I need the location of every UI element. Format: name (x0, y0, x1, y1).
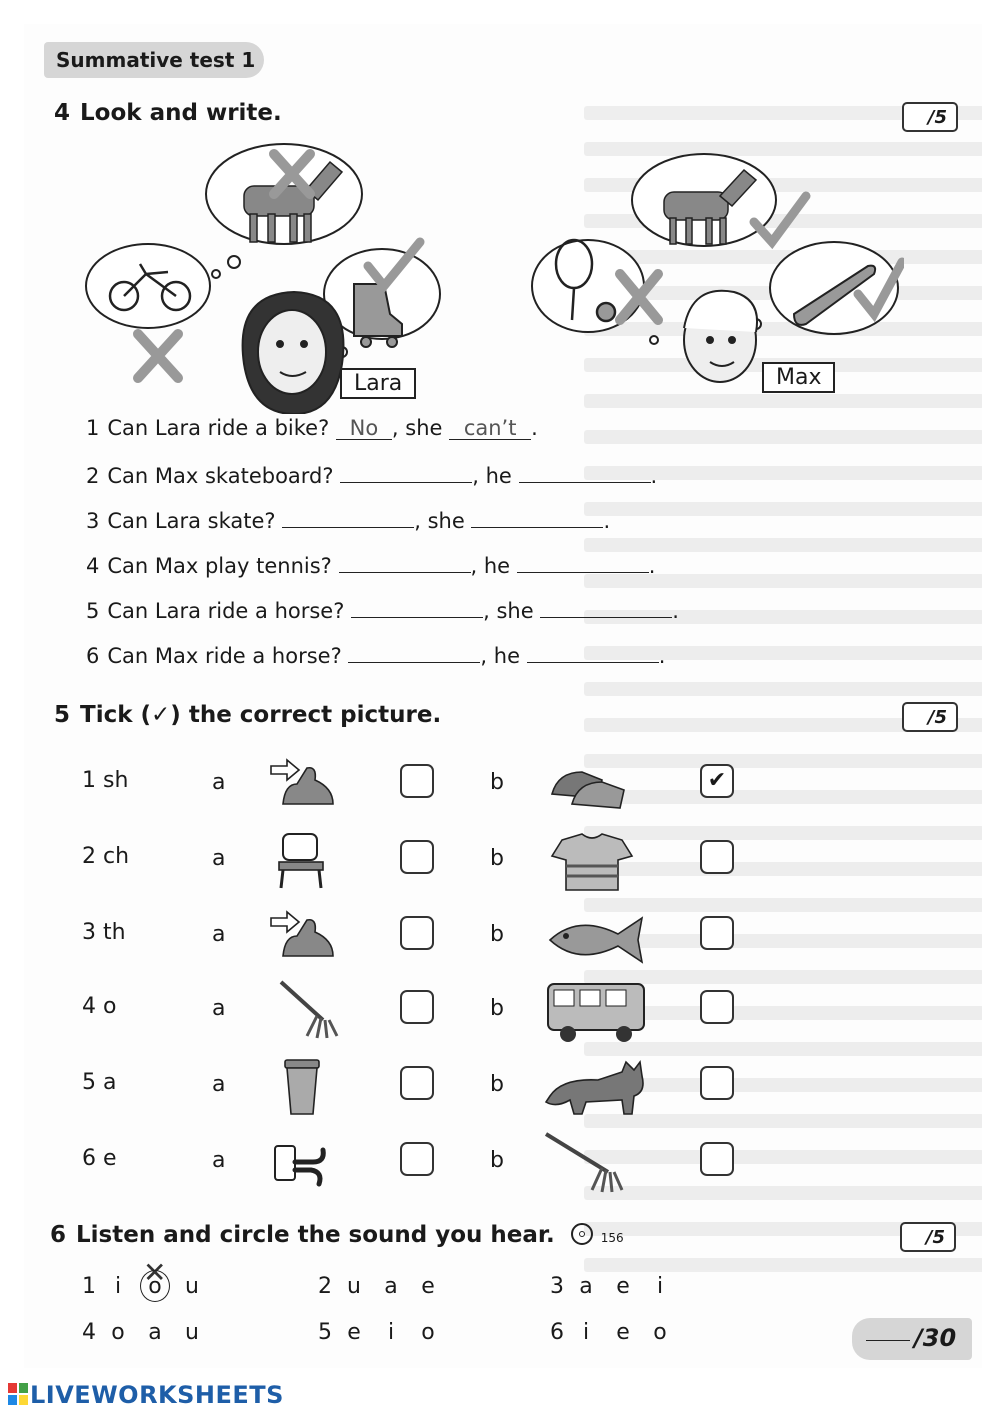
tickbox-4b[interactable] (700, 990, 734, 1024)
sound-option[interactable]: e (616, 1320, 630, 1345)
sound-option[interactable]: i (387, 1320, 395, 1345)
header-tab (44, 42, 264, 78)
tickbox-2b[interactable] (700, 840, 734, 874)
cat-icon (542, 1056, 652, 1120)
answer-5-verb[interactable] (540, 596, 672, 618)
total-score (852, 1318, 972, 1360)
fish-icon (542, 906, 652, 970)
header-label: Summative test 1 (56, 48, 256, 72)
answer-6-short[interactable] (348, 641, 480, 663)
tickbox-2a[interactable] (400, 840, 434, 874)
sound-option[interactable]: e (616, 1274, 630, 1299)
lara-name-tag: Lara (340, 368, 416, 399)
hook-icon (267, 1132, 337, 1192)
cd-track-icon (571, 1223, 593, 1245)
s5-row-3: 3 th a b (82, 906, 782, 976)
sound-option[interactable]: i (656, 1274, 664, 1299)
tickbox-6b[interactable] (700, 1142, 734, 1176)
sound-option[interactable]: a (148, 1320, 162, 1345)
s4-question-3: 3 Can Lara skate? , she . (86, 506, 610, 533)
worksheet-page (24, 24, 982, 1368)
sound-option[interactable]: u (347, 1274, 361, 1299)
tickbox-6a[interactable] (400, 1142, 434, 1176)
liveworksheets-logo[interactable] (8, 1381, 284, 1409)
shoe-pointing-icon (267, 754, 337, 814)
tickbox-4a[interactable] (400, 990, 434, 1024)
sound-option[interactable]: o (111, 1320, 125, 1345)
bin-icon (267, 1056, 337, 1116)
footer-brand: LIVEWORKSHEETS (30, 1381, 284, 1409)
s4-question-4: 4 Can Max play tennis? , he . (86, 551, 655, 578)
sound-option[interactable]: e (421, 1274, 435, 1299)
tickbox-1b[interactable]: ✔ (700, 764, 734, 798)
sound-option[interactable]: o (653, 1320, 667, 1345)
answer-4-verb[interactable] (517, 551, 649, 573)
section-6-score-box: /5 (900, 1222, 956, 1252)
s6-item-6: 6 i e o (550, 1320, 675, 1345)
tickbox-3a[interactable] (400, 916, 434, 950)
tickbox-5b[interactable] (700, 1066, 734, 1100)
s5-row-6: 6 e a b (82, 1132, 782, 1202)
answer-3-verb[interactable] (471, 506, 603, 528)
mop-icon (542, 1132, 652, 1196)
max-name-tag: Max (762, 362, 835, 393)
s6-item-1: 1 i ✕ o u (82, 1274, 207, 1299)
shoe-pointing-icon (267, 906, 337, 966)
mop-icon (267, 980, 357, 1040)
cross-mark-icon (138, 334, 178, 378)
sound-option[interactable]: i (582, 1320, 590, 1345)
max-face (684, 291, 757, 382)
s6-item-4: 4 o a u (82, 1320, 207, 1345)
section-5-title: 5 Tick (✓) the correct picture. (54, 702, 442, 728)
section-5-score-box: /5 (902, 702, 958, 732)
answer-2-verb[interactable] (519, 461, 651, 483)
answer-1-short[interactable]: No (336, 418, 392, 440)
total-score-blank[interactable] (866, 1340, 910, 1341)
shoes-icon (542, 754, 652, 818)
track-number: 156 (600, 1231, 624, 1245)
answer-5-short[interactable] (351, 596, 483, 618)
section-4-score-box: /5 (902, 102, 958, 132)
s5-row-2: 2 ch a b (82, 830, 782, 900)
sound-option[interactable]: u (185, 1274, 199, 1299)
sound-option[interactable]: a (579, 1274, 593, 1299)
answer-2-short[interactable] (340, 461, 472, 483)
s4-question-1: 1 Can Lara ride a bike? No , she can’t . (86, 416, 538, 440)
lara-face (243, 292, 344, 414)
answer-3-short[interactable] (282, 506, 414, 528)
sound-option[interactable]: a (384, 1274, 398, 1299)
sound-option[interactable]: i (114, 1274, 122, 1299)
s4-question-6: 6 Can Max ride a horse? , he . (86, 641, 665, 668)
s4-question-2: 2 Can Max skateboard? , he . (86, 461, 657, 488)
answer-1-verb[interactable]: can’t (449, 418, 531, 440)
total-score-value: /30 (914, 1324, 957, 1352)
chair-icon (267, 830, 337, 890)
section-4-title: 4 Look and write. (54, 100, 282, 126)
liveworksheets-logo-icon (8, 1383, 28, 1405)
s6-item-5: 5 e i o (318, 1320, 443, 1345)
s5-row-5: 5 a a b (82, 1056, 782, 1126)
sound-option[interactable]: e (347, 1320, 361, 1345)
section-6-title: 6 Listen and circle the sound you hear. 156 (50, 1222, 624, 1248)
tickbox-1a[interactable] (400, 764, 434, 798)
s5-row-4: 4 o a b (82, 980, 782, 1050)
max-illustration (524, 144, 904, 394)
tickbox-3b[interactable] (700, 916, 734, 950)
tickbox-5a[interactable] (400, 1066, 434, 1100)
sound-option-selected[interactable]: ✕ o (140, 1274, 170, 1299)
answer-6-verb[interactable] (527, 641, 659, 663)
answer-4-short[interactable] (339, 551, 471, 573)
t-shirt-icon (542, 830, 652, 894)
s4-question-5: 5 Can Lara ride a horse? , she . (86, 596, 679, 623)
s6-item-2: 2 u a e (318, 1274, 443, 1299)
bus-icon (542, 980, 652, 1044)
sound-option[interactable]: u (185, 1320, 199, 1345)
sound-option[interactable]: o (421, 1320, 435, 1345)
s5-row-1: 1 sh a b ✔ (82, 754, 782, 824)
s6-item-3: 3 a e i (550, 1274, 675, 1299)
